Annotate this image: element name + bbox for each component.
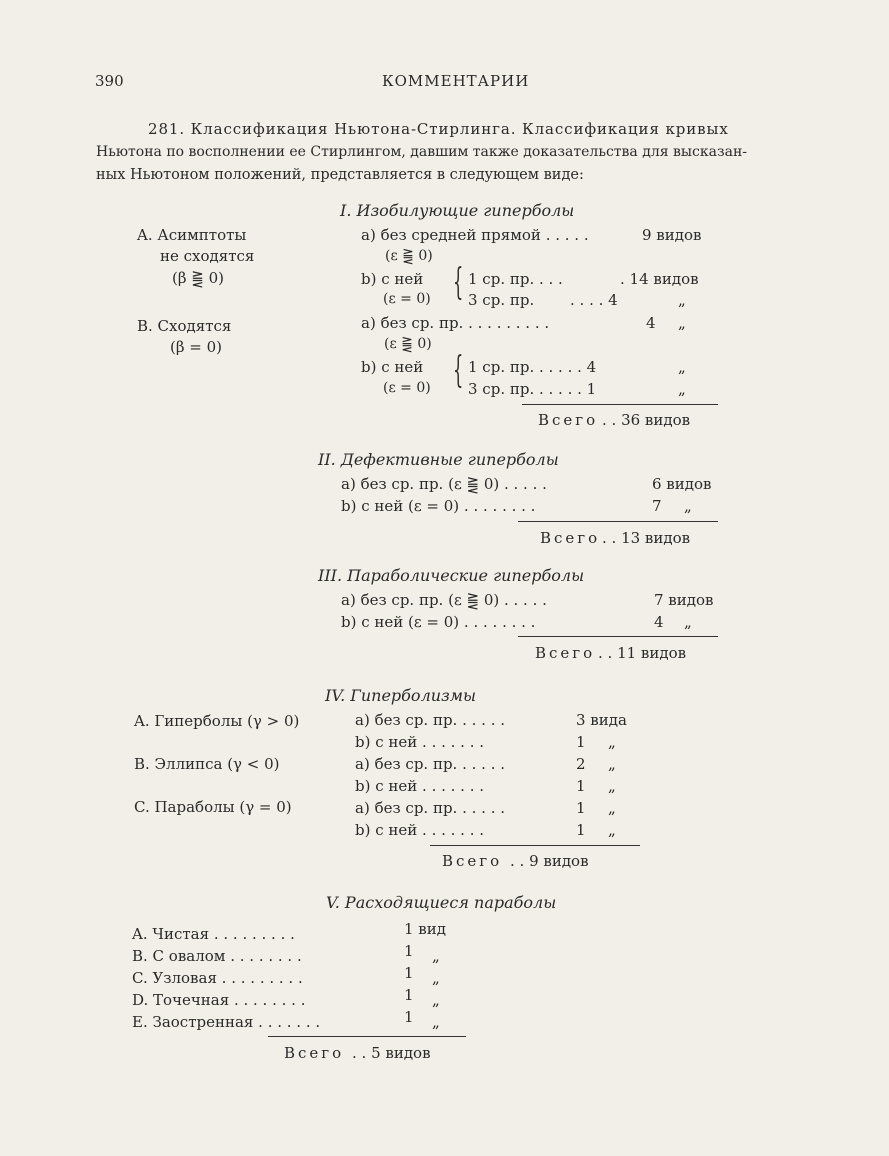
brace-icon: { xyxy=(453,262,464,303)
s5-row5-label: E. Заостренная . . . . . . . xyxy=(132,1013,321,1031)
s1-row2-label: b) с ней xyxy=(361,270,424,288)
s4-row6-unit: „ xyxy=(608,821,616,839)
s1-row4-count: 4 xyxy=(646,314,656,332)
s2-row2-unit: „ xyxy=(684,497,692,515)
s4-row6-label: b) с ней . . . . . . . xyxy=(355,821,485,839)
s1-A-line2: не сходятся xyxy=(160,247,255,265)
s1-B-line2: (β = 0) xyxy=(170,338,223,356)
s1-row5-sub: 1 ср. пр. . . . . . 4 xyxy=(468,358,597,376)
s1-row6-sub: 3 ср. пр. . . . . . 1 xyxy=(468,380,597,398)
s2-total-value: . . 13 видов xyxy=(602,529,691,547)
section-2-title: II. Дефективные гиперболы xyxy=(318,450,559,469)
s1-A-line3: (β ⪌ 0) xyxy=(172,269,225,287)
s4-row2-count: 1 xyxy=(576,733,586,751)
s2-row1-label: a) без ср. пр. (ε ⪌ 0) . . . . . xyxy=(341,475,547,493)
s5-row3-count: 1 xyxy=(404,964,414,982)
s3-row2-count: 4 xyxy=(654,613,664,631)
s4-row3-unit: „ xyxy=(608,755,616,773)
s5-row3-unit: „ xyxy=(432,969,440,987)
s4-row2-unit: „ xyxy=(608,733,616,751)
s4-total-label: Всего xyxy=(442,852,503,870)
s1-total-rule xyxy=(522,404,718,405)
s3-row2-unit: „ xyxy=(684,613,692,631)
s1-row2-sub: 1 ср. пр. . . . xyxy=(468,270,563,288)
s4-C-label: C. Параболы (γ = 0) xyxy=(134,798,292,816)
s1-row2-condition: (ε = 0) xyxy=(383,291,431,307)
s2-total-label: Всего xyxy=(540,529,601,547)
s5-row5-unit: „ xyxy=(432,1013,440,1031)
s4-row5-unit: „ xyxy=(608,799,616,817)
s5-row3-label: C. Узловая . . . . . . . . . xyxy=(132,969,303,987)
section-1-title: I. Изобилующие гиперболы xyxy=(340,201,575,220)
s4-row6-count: 1 xyxy=(576,821,586,839)
s5-row4-unit: „ xyxy=(432,991,440,1009)
s3-total-label: Всего xyxy=(535,644,596,662)
s1-row6-unit: „ xyxy=(678,380,686,398)
s2-row2-count: 7 xyxy=(652,497,662,515)
s1-row5-condition: (ε = 0) xyxy=(383,380,431,396)
intro-line-1: 281. Классификация Ньютона-Стирлинга. Классификация кривых xyxy=(148,120,729,138)
s1-row4-label: a) без ср. пр. . . . . . . . . . xyxy=(361,314,550,332)
s5-total-rule xyxy=(268,1036,466,1037)
s4-A-label: A. Гиперболы (γ > 0) xyxy=(134,712,300,730)
s4-row4-count: 1 xyxy=(576,777,586,795)
s1-row3-sub: 3 ср. пр. xyxy=(468,291,535,309)
intro-line-3: ных Ньютоном положений, представляется в следующем виде: xyxy=(96,167,584,183)
s5-row1-count: 1 вид xyxy=(404,920,446,938)
s4-row4-label: b) с ней . . . . . . . xyxy=(355,777,485,795)
s1-total-label: Всего xyxy=(538,411,599,429)
s4-row1-count: 3 вида xyxy=(576,711,627,729)
s1-row2-count: . 14 видов xyxy=(620,270,699,288)
s4-B-label: B. Эллипса (γ < 0) xyxy=(134,755,280,773)
s2-row1-count: 6 видов xyxy=(652,475,712,493)
section-3-title: III. Параболические гиперболы xyxy=(318,566,585,585)
s5-total-label: Всего xyxy=(284,1044,345,1062)
intro-line-2: Ньютона по восполнении ее Стирлингом, давшим также доказательства для высказан- xyxy=(96,144,748,160)
s4-row2-label: b) с ней . . . . . . . xyxy=(355,733,485,751)
s5-row4-count: 1 xyxy=(404,986,414,1004)
s2-row2-label: b) с ней (ε = 0) . . . . . . . . xyxy=(341,497,536,515)
s1-row3-count: . . . . 4 xyxy=(570,291,618,309)
s1-total-value: . . 36 видов xyxy=(602,411,691,429)
s3-total-rule xyxy=(518,636,718,637)
s5-row4-label: D. Точечная . . . . . . . . xyxy=(132,991,306,1009)
section-4-title: IV. Гиперболизмы xyxy=(325,686,477,705)
s3-row1-count: 7 видов xyxy=(654,591,714,609)
s5-row1-label: A. Чистая . . . . . . . . . xyxy=(132,925,295,943)
s2-total-rule xyxy=(518,521,718,522)
s3-row2-label: b) с ней (ε = 0) . . . . . . . . xyxy=(341,613,536,631)
s3-total-value: . . 11 видов xyxy=(598,644,687,662)
page-number: 390 xyxy=(95,72,124,90)
s1-row1-count: 9 видов xyxy=(642,226,702,244)
s5-row2-label: B. С овалом . . . . . . . . xyxy=(132,947,302,965)
s1-row1-condition: (ε ⪌ 0) xyxy=(385,248,433,264)
s4-row1-label: a) без ср. пр. . . . . . xyxy=(355,711,506,729)
s4-row3-label: a) без ср. пр. . . . . . xyxy=(355,755,506,773)
s4-total-value: . . 9 видов xyxy=(510,852,589,870)
s1-row4-unit: „ xyxy=(678,314,686,332)
s3-row1-label: a) без ср. пр. (ε ⪌ 0) . . . . . xyxy=(341,591,547,609)
s5-row5-count: 1 xyxy=(404,1008,414,1026)
s1-row4-condition: (ε ⪌ 0) xyxy=(384,336,432,352)
s1-B-line1: B. Сходятся xyxy=(137,317,232,335)
s1-row1-label: a) без средней прямой . . . . . xyxy=(361,226,589,244)
s4-row3-count: 2 xyxy=(576,755,586,773)
s4-row4-unit: „ xyxy=(608,777,616,795)
brace-icon: { xyxy=(453,350,464,391)
s5-total-value: . . 5 видов xyxy=(352,1044,431,1062)
section-5-title: V. Расходящиеся параболы xyxy=(326,893,557,912)
s5-row2-count: 1 xyxy=(404,942,414,960)
s4-total-rule xyxy=(430,845,640,846)
s1-row3-unit: „ xyxy=(678,291,686,309)
s1-row5-label: b) с ней xyxy=(361,358,424,376)
s4-row5-label: a) без ср. пр. . . . . . xyxy=(355,799,506,817)
s5-row2-unit: „ xyxy=(432,947,440,965)
s1-A-line1: A. Асимптоты xyxy=(137,226,247,244)
s1-row5-unit: „ xyxy=(678,358,686,376)
running-title: КОММЕНТАРИИ xyxy=(382,72,530,90)
s4-row5-count: 1 xyxy=(576,799,586,817)
